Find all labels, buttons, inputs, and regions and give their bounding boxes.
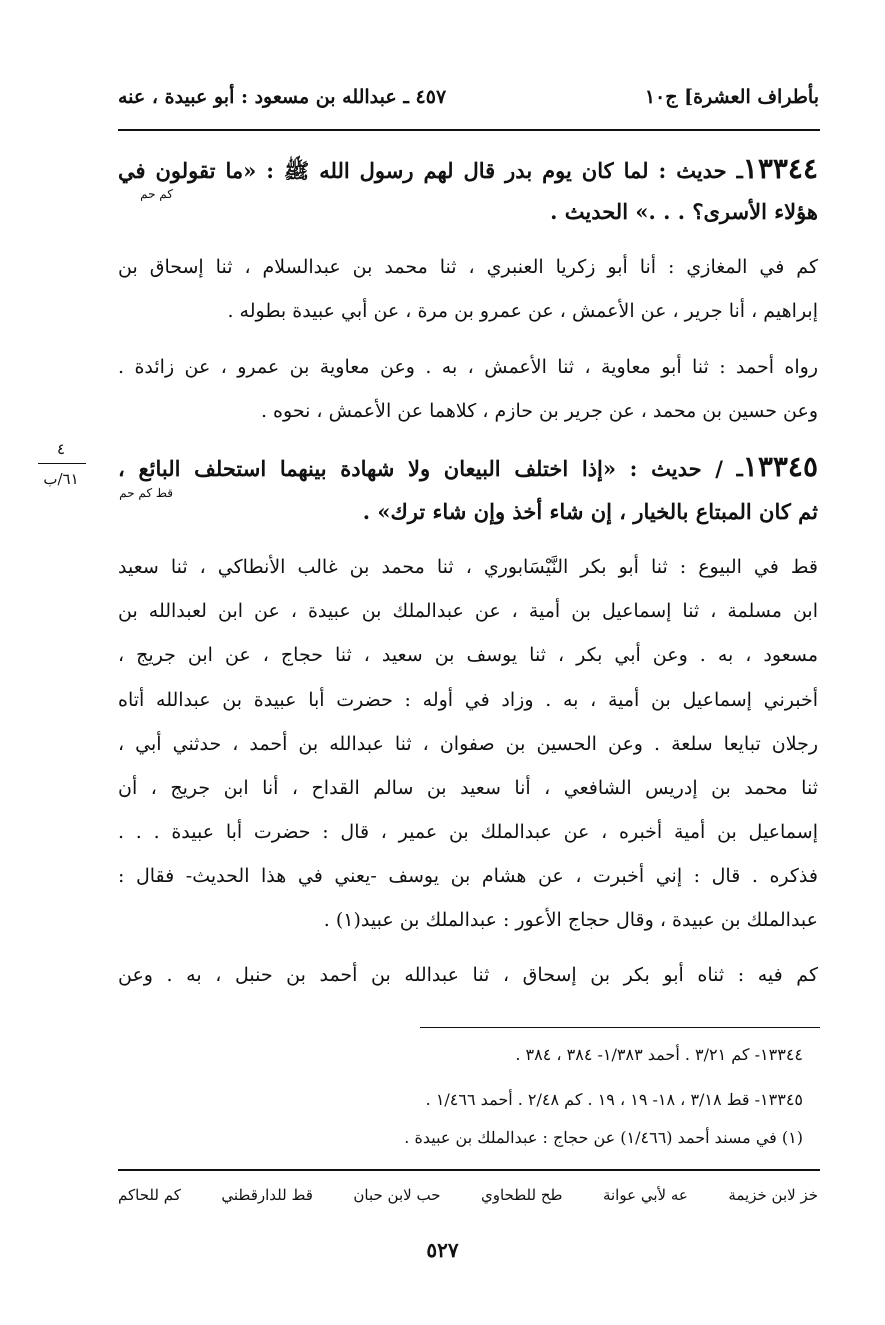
- hadith-number: ١٣٣٤٥: [742, 450, 818, 483]
- abbreviation: خز لابن خزيمة: [728, 1186, 818, 1204]
- margin-folio-rule: [38, 463, 86, 464]
- abbreviation: طح للطحاوي: [480, 1186, 563, 1204]
- text-line: رجلان تبايعا سلعة . وعن الحسين بن صفوان ، ثنا عبدالله بن أحمد ، حدثني أبي ،: [118, 733, 818, 755]
- margin-folio-bottom: ٦١/ب: [43, 470, 79, 488]
- text-line: أخبرني إسماعيل بن أمية ، به . وزاد في أوله : حضرت أبا عبيدة بن عبدالله أتاه: [118, 689, 818, 711]
- abbreviation: عه لأبي عوانة: [602, 1186, 688, 1204]
- text-line: قط في البيوع : ثنا أبو بكر النَّيْسَابوري ، ثنا محمد بن غالب الأنطاكي ، ثنا سعيد: [118, 556, 818, 578]
- margin-folio-top: ٤: [56, 440, 66, 458]
- hadith-13345-line2: ثم كان المبتاع بالخيار ، إن شاء أخذ وإن شاء ترك» .: [362, 499, 818, 524]
- hadith-13345-line1: [118, 450, 818, 483]
- hadith-13345-sigla: قط كم حم: [119, 486, 173, 500]
- abbreviations-legend: [118, 1186, 818, 1204]
- footnote: ١٣٣٤٤- كم ٣/٢١ . أحمد ١/٣٨٣- ٣٨٤ ، ٣٨٤ .: [515, 1045, 803, 1064]
- abbreviation: قط للدارقطني: [221, 1186, 313, 1204]
- text-line: إبراهيم ، أنا جرير ، عن الأعمش ، عن عمرو بن مرة ، عن أبي عبيدة بطوله .: [227, 300, 818, 322]
- text-line: ثنا محمد بن إدريس الشافعي ، أنا سعيد بن سالم القداح ، أنا ابن جريج ، أن: [118, 777, 818, 799]
- text-line: وعن حسين بن محمد ، عن جرير بن حازم ، كلاهما عن الأعمش ، نحوه .: [260, 400, 818, 422]
- hadith-text: ـ حديث : لما كان يوم بدر قال لهم رسول الله ﷺ : «ما تقولون في: [118, 158, 743, 183]
- hadith-number: ١٣٣٤٤: [742, 152, 818, 185]
- text-line: رواه أحمد : ثنا أبو معاوية ، ثنا الأعمش ، به . وعن معاوية بن عمرو ، عن زائدة .: [118, 356, 818, 378]
- text-line: عبدالملك بن عبيدة ، وقال حجاج الأعور : عبدالملك بن عبيد(١) .: [323, 909, 818, 931]
- text-line: كم فيه : ثناه أبو بكر بن إسحاق ، ثنا عبدالله بن أحمد بن حنبل ، به . وعن: [118, 964, 818, 986]
- text-line: فذكره . قال : إني أخبرت ، عن هشام بن يوسف -يعني في هذا الحديث- فقال :: [118, 865, 818, 887]
- footnote-rule: [420, 1027, 820, 1028]
- page-number: ٥٢٧: [426, 1238, 459, 1262]
- text-line: ابن مسلمة ، ثنا إسماعيل بن أمية ، عن عبدالملك بن عبيدة ، عن ابن لعبدالله بن: [118, 600, 818, 622]
- hadith-text: ـ / حديث : «إذا اختلف البيعان ولا شهادة بينهما استحلف البائع ،: [118, 456, 743, 481]
- header-right: بأطراف العشرة] ج١٠: [644, 86, 819, 108]
- abbreviations-rule: [118, 1169, 820, 1171]
- abbreviation: حب لابن حبان: [353, 1186, 441, 1204]
- hadith-13344-line1: [118, 152, 818, 189]
- header-rule: [118, 129, 820, 131]
- footnote: (١) في مسند أحمد (١/٤٦٦) عن حجاج : عبدالملك بن عبيدة .: [404, 1128, 803, 1147]
- footnote: ١٣٣٤٥- قط ٣/١٨ ، ١٨- ١٩ ، ١٩ . كم ٢/٤٨ . أحمد ١/٤٦٦ .: [425, 1090, 803, 1109]
- text-line: كم في المغازي : أنا أبو زكريا العنبري ، ثنا محمد بن عبدالسلام ، ثنا إسحاق بن: [118, 256, 818, 278]
- text-line: مسعود ، به . وعن أبي بكر ، ثنا يوسف بن سعيد ، ثنا حجاج ، عن ابن جريج ،: [118, 644, 818, 666]
- abbreviation: كم للحاكم: [118, 1186, 181, 1204]
- hadith-13344-line2: هؤلاء الأسرى؟ . . .» الحديث .: [550, 199, 818, 224]
- text-line: إسماعيل بن أمية أخبره ، عن عبدالملك بن عمير ، قال : حضرت أبا عبيدة . . .: [118, 821, 818, 843]
- header-left: ٤٥٧ ـ عبدالله بن مسعود : أبو عبيدة ، عنه: [118, 86, 447, 108]
- hadith-13344-sigla: كم حم: [140, 187, 173, 201]
